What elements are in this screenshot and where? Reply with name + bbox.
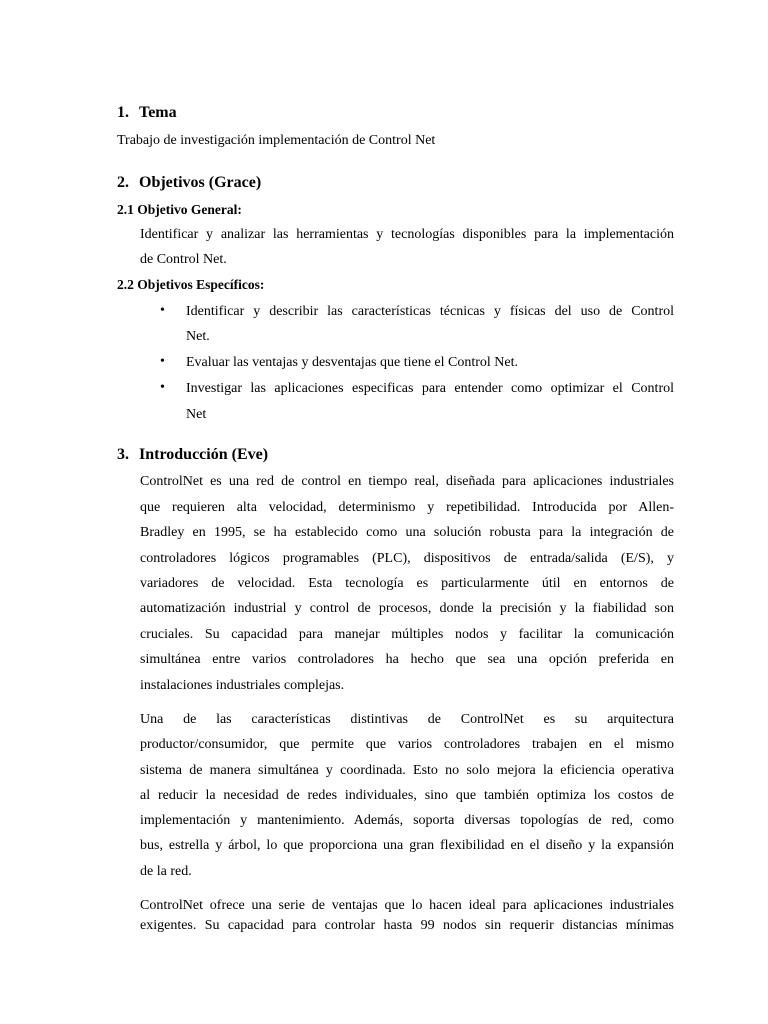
intro-p2-line-7: de la red.: [140, 864, 192, 879]
intro-p1-line-3: Bradley en 1995, se ha establecido como una solución robusta para la integración de: [140, 525, 674, 540]
bullet-3-line-2: Net: [186, 407, 207, 422]
intro-p2-line-1: Una de las características distintivas de ControlNet es su arquitectura: [140, 712, 674, 727]
bullet-icon: •: [160, 380, 165, 395]
section-2-heading: [117, 173, 261, 193]
intro-p1-line-9: instalaciones industriales complejas.: [140, 678, 345, 693]
intro-p2-line-2: productor/consumidor, que permite que varios controladores trabajen en el mismo: [140, 737, 674, 752]
section-1-heading: [117, 103, 177, 123]
section-1-body: Trabajo de investigación implementación de Control Net: [117, 133, 436, 148]
bullet-1-line-2: Net.: [186, 329, 210, 344]
bullet-1-line-1: Identificar y describir las características técnicas y físicas del uso de Control: [186, 304, 674, 319]
section-3-heading: [117, 445, 268, 465]
bullet-3-line-1: Investigar las aplicaciones especificas para entender como optimizar el Control: [186, 381, 674, 396]
section-title: Introducción (Eve): [139, 446, 269, 463]
bullet-2-line-1: Evaluar las ventajas y desventajas que tiene el Control Net.: [186, 355, 519, 370]
intro-p1-line-2: que requieren alta velocidad, determinismo y repetibilidad. Introducida por Allen-: [140, 500, 674, 515]
intro-p2-line-4: al reducir la necesidad de redes individuales, sino que también optimiza los costos de: [140, 788, 674, 803]
section-number: 1.: [117, 104, 129, 121]
section-title: Objetivos (Grace): [139, 174, 262, 191]
objetivos-especificos-heading: 2.2 Objetivos Específicos:: [117, 277, 265, 292]
intro-p2-line-6: bus, estrella y árbol, lo que proporciona una gran flexibilidad en el diseño y la expansión: [140, 838, 674, 853]
objetivo-general-line-2: de Control Net.: [140, 252, 227, 267]
objetivo-general-heading: 2.1 Objetivo General:: [117, 202, 242, 217]
section-title: Tema: [139, 104, 177, 121]
intro-p1-line-1: ControlNet es una red de control en tiempo real, diseñada para aplicaciones industriales: [140, 474, 674, 489]
intro-p1-line-7: cruciales. Su capacidad para manejar múltiples nodos y facilitar la comunicación: [140, 627, 674, 642]
intro-p2-line-3: sistema de manera simultánea y coordinada. Esto no solo mejora la eficiencia operativa: [140, 763, 674, 778]
section-number: 3.: [117, 446, 129, 463]
intro-p2-line-5: implementación y mantenimiento. Además, soporta diversas topologías de red, como: [140, 813, 674, 828]
bullet-icon: •: [160, 303, 165, 318]
intro-p1-line-4: controladores lógicos programables (PLC), dispositivos de entrada/salida (E/S), y: [140, 551, 674, 566]
objetivo-general-line-1: Identificar y analizar las herramientas y tecnologías disponibles para la implementación: [140, 227, 674, 242]
intro-p1-line-8: simultánea entre varios controladores ha hecho que sea una opción preferida en: [140, 652, 674, 667]
section-number: 2.: [117, 174, 129, 191]
intro-p1-line-5: variadores de velocidad. Esta tecnología es particularmente útil en entornos de: [140, 576, 674, 591]
intro-p3-line-2: exigentes. Su capacidad para controlar hasta 99 nodos sin requerir distancias mínimas: [140, 918, 674, 933]
intro-p1-line-6: automatización industrial y control de procesos, donde la precisión y la fiabilidad son: [140, 601, 674, 616]
bullet-icon: •: [160, 354, 165, 369]
intro-p3-line-1: ControlNet ofrece una serie de ventajas que lo hacen ideal para aplicaciones industriales: [140, 898, 674, 913]
